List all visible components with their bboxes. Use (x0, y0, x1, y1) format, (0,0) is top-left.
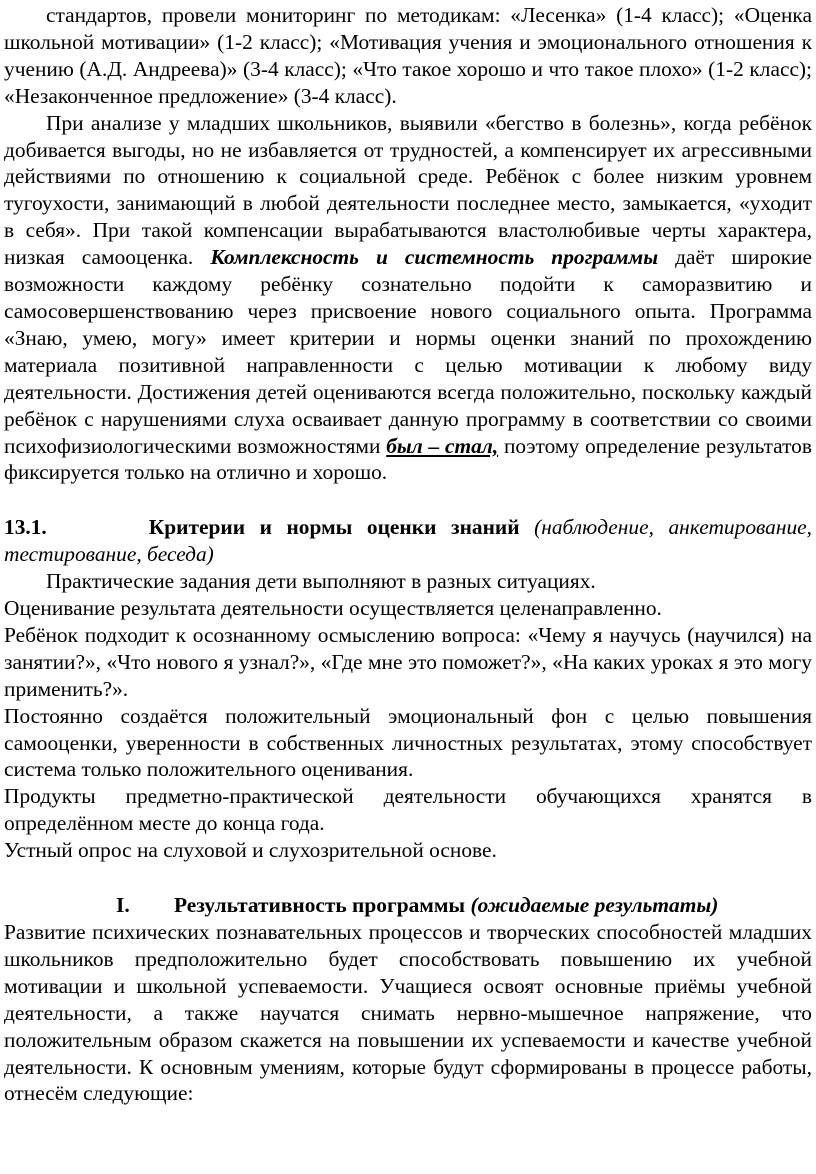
spacer (4, 486, 812, 514)
program-complexity-emphasis: Комплексность и системность программы (210, 245, 659, 270)
paragraph-results: Развитие психических познавательных процессов и творческих способностей младших школьников предположительно будет способствовать повышению их учебной мотивации и школьной успеваемости. Учащиеся освоят основные приёмы учебной деятельности, а также научатся снимать нервно-мышечное напряжение, что положительным образом скажется на повышении их успеваемости и качестве учебной деятельности. К основным умениям, которые будут сформированы в процессе работы, отнесём следующие: (4, 920, 812, 1106)
spacer (4, 864, 812, 892)
section-subtitle: (наблюдение, анкетирование, тестирование, беседа) (4, 515, 812, 567)
section-heading-results (4, 892, 812, 919)
section-number: I. (116, 893, 130, 918)
analysis-text-start: При анализе у младших школьников, выявили «бегство в болезнь», когда ребёнок добивается выгоды, но не избавляется от трудностей, а компенсирует их агрессивными действиями по отношению к социальной среде. Ребёнок с более низким уровнем тугоухости, занимающий в любой деятельности последнее место, замыкается, «уходит в себя». При такой компенсации вырабатываются властолюбивые черты характера, низкая самооценка. (4, 110, 812, 270)
section-title: Результативность программы (174, 893, 466, 918)
paragraph-methods: стандартов, провели мониторинг по методикам: «Лесенка» (1-4 класс); «Оценка школьной мотивации» (1-2 класс); «Мотивация учения и эмоционального отношения к учению (А.Д. Андреева)» (3-4 класс); «Что такое хорошо и что такое плохо» (1-2 класс); «Незаконченное предложение» (3-4 класс). (4, 3, 812, 108)
criteria-line: Продукты предметно-практической деятельности обучающихся хранятся в определённом месте до конца года. (4, 784, 812, 836)
analysis-text-middle: даёт широкие возможности каждому ребёнку сознательно подойти к саморазвитию и самосовершенствованию через присвоение нового социального опыта. Программа «Знаю, умею, могу» имеет критерии и нормы оценки знаний по прохождению материала позитивной направленности с целью мотивации к любому виду деятельности. Достижения детей оцениваются всегда положительно, поскольку каждый ребёнок с нарушениями слуха осваивает данную программу в соответствии со своими психофизиологическими возможностями (4, 245, 812, 458)
paragraph-analysis (4, 110, 812, 487)
criteria-line: Ребёнок подходит к осознанному осмыслению вопроса: «Чему я научусь (научился) на занятии?», «Что нового я узнал?», «Где мне это поможет?», «На каких уроках я это могу применить?». (4, 622, 812, 701)
section-number: 13.1. (4, 515, 47, 540)
section-heading-criteria (4, 514, 812, 568)
criteria-line: Постоянно создаётся положительный эмоциональный фон с целью повышения самооценки, уверенности в собственных личностных результатах, этому способствует система только положительного оценивания. (4, 703, 812, 782)
section-title: Критерии и нормы оценки знаний (148, 515, 520, 540)
criteria-line: Устный опрос на слуховой и слухозрительной основе. (4, 838, 497, 863)
analysis-text-end: поэтому определение результатов фиксируется только на отлично и хорошо. (4, 433, 812, 485)
criteria-line: Практические задания дети выполняют в разных ситуациях. (46, 569, 596, 594)
criteria-line: Оценивание результата деятельности осуществляется целенаправленно. (4, 596, 662, 621)
was-became-emphasis: был – стал, (386, 433, 499, 458)
section-subtitle: (ожидаемые результаты) (465, 893, 719, 918)
